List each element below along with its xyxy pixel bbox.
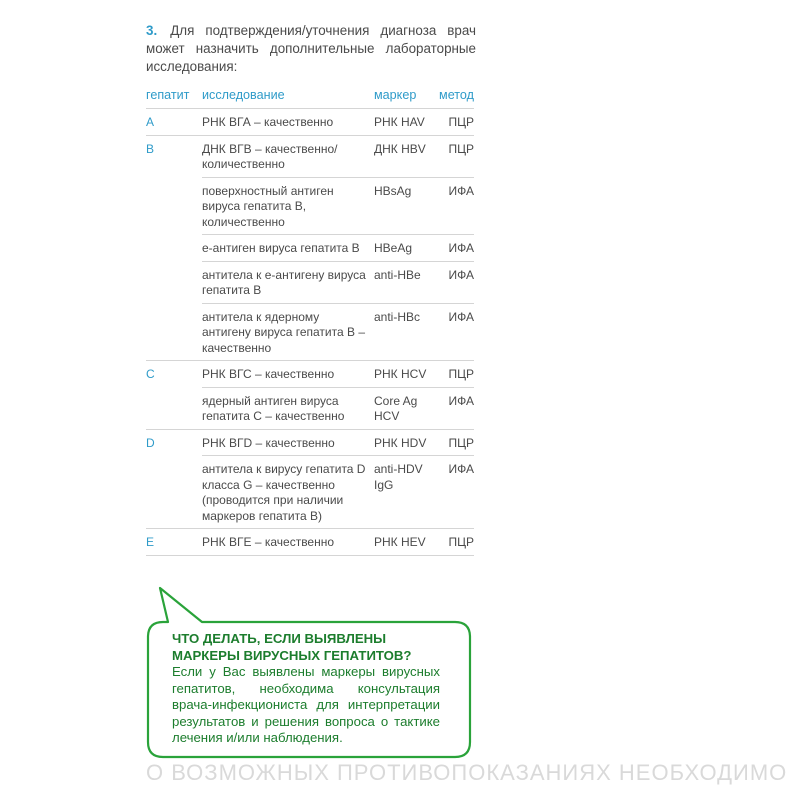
marker-cell: HBeAg [374,235,434,262]
footer-text: О ВОЗМОЖНЫХ ПРОТИВОПОКАЗАНИЯХ НЕОБХОДИМО [146,760,787,785]
header-study: исследование [202,88,374,109]
callout-body: Если у Вас выявлены маркеры вирусных гепатитов, необходима консультация врача-инфекциониста для интерпретации результатов и решения вопроса о тактике лечения и/или наблюдения. [172,664,440,745]
hepatitis-type-cell [146,261,202,303]
table-header-row [146,88,474,109]
study-cell: РНК ВГА – качественно [202,109,374,136]
document-content [146,22,476,556]
callout-title: ЧТО ДЕЛАТЬ, ЕСЛИ ВЫЯВЛЕНЫ МАРКЕРЫ ВИРУСНЫХ ГЕПАТИТОВ? [172,631,412,663]
hepatitis-type-cell [146,387,202,429]
footer-banner [146,760,787,800]
marker-cell: РНК HEV [374,529,434,556]
study-cell: РНК ВГD – качественно [202,429,374,456]
table-row [146,429,474,456]
method-cell: ПЦР [434,135,474,177]
header-marker: маркер [374,88,434,109]
method-cell: ИФА [434,261,474,303]
method-cell: ИФА [434,177,474,235]
study-cell: е-антиген вируса гепатита В [202,235,374,262]
callout-text [172,631,440,747]
method-cell: ИФА [434,456,474,529]
method-cell: ПЦР [434,429,474,456]
study-cell: поверхностный антиген вируса гепатита В, количественно [202,177,374,235]
method-cell: ИФА [434,235,474,262]
intro-paragraph [146,22,476,76]
marker-cell: РНК HCV [374,361,434,388]
hepatitis-type-cell [146,177,202,235]
marker-cell: РНК HDV [374,429,434,456]
method-cell: ИФА [434,387,474,429]
table-row [146,456,474,529]
hepatitis-type-cell [146,303,202,361]
intro-text: Для подтверждения/уточнения диагноза врач может назначить дополнительные лабораторные исследования: [146,23,476,74]
table-row [146,529,474,556]
item-number: 3. [146,23,158,38]
hepatitis-type-cell: B [146,141,155,156]
table-body [146,109,474,556]
method-cell: ПЦР [434,109,474,136]
study-cell: РНК ВГС – качественно [202,361,374,388]
study-cell: ДНК ВГВ – качественно/ количественно [202,135,374,177]
header-method: метод [434,88,474,109]
method-cell: ПЦР [434,529,474,556]
header-hepatitis: гепатит [146,88,202,109]
marker-cell: anti-HDV IgG [374,456,434,529]
study-cell: антитела к е-антигену вируса гепатита В [202,261,374,303]
hepatitis-type-cell [146,456,202,529]
hepatitis-type-cell: D [146,435,155,450]
table-row [146,303,474,361]
study-cell: РНК ВГЕ – качественно [202,529,374,556]
table-row [146,361,474,388]
hepatitis-type-cell: E [146,529,202,556]
study-cell: антитела к вирусу гепатита D класса G – качественно (проводится при наличии маркеров гепатита В) [202,456,374,529]
marker-cell: HBsAg [374,177,434,235]
hepatitis-type-cell: A [146,109,202,136]
table-row [146,387,474,429]
study-cell: антитела к ядерному антигену вируса гепатита В – качественно [202,303,374,361]
study-cell: ядерный антиген вируса гепатита С – качественно [202,387,374,429]
method-cell: ПЦР [434,361,474,388]
table-row [146,235,474,262]
lab-tests-table [146,88,474,556]
hepatitis-type-cell: C [146,367,155,381]
method-cell: ИФА [434,303,474,361]
marker-cell: ДНК HBV [374,135,434,177]
table-row [146,135,474,177]
table-row [146,109,474,136]
marker-cell: РНК HAV [374,109,434,136]
marker-cell: anti-HBc [374,303,434,361]
table-row [146,177,474,235]
table-row [146,261,474,303]
hepatitis-type-cell [146,235,202,262]
marker-cell: anti-HBe [374,261,434,303]
marker-cell: Core Ag HCV [374,387,434,429]
